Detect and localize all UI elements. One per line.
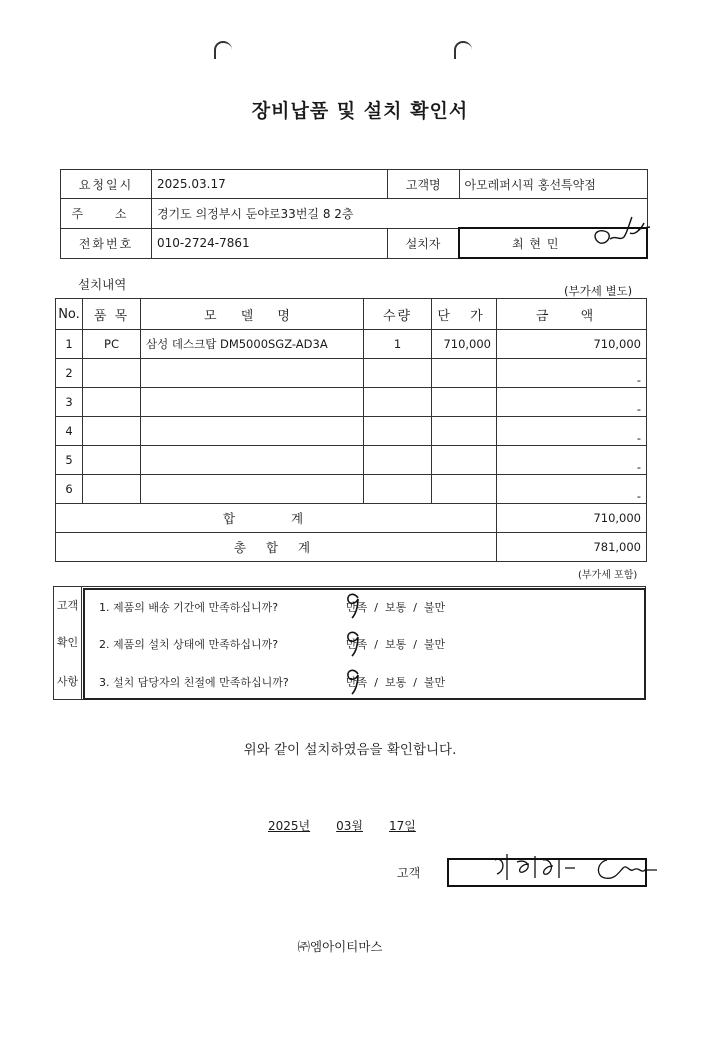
punch-hole-left xyxy=(214,41,232,59)
row-no: 6 xyxy=(56,475,83,504)
items-header-row xyxy=(56,299,647,330)
installer-cell xyxy=(459,228,647,258)
customer-name-label: 고객명 xyxy=(388,170,460,199)
header-item: 품 목 xyxy=(83,299,141,330)
date-year: 2025년 xyxy=(268,819,311,833)
satisfied-check-mark xyxy=(344,590,362,620)
satisfied-check-mark xyxy=(344,628,362,658)
row-amount: - xyxy=(497,475,647,504)
row-item xyxy=(83,359,141,388)
document-title: 장비납품 및 설치 확인서 xyxy=(251,100,469,122)
address-label xyxy=(61,199,152,229)
items-table xyxy=(55,298,647,562)
header-model: 모 델 명 xyxy=(141,299,364,330)
survey-side-label: 고객 xyxy=(56,599,79,612)
confirmation-text: 위와 같이 설치하였음을 확인합니다. xyxy=(243,742,457,758)
table-row xyxy=(56,359,647,388)
row-item xyxy=(83,475,141,504)
punch-hole-right xyxy=(454,41,472,59)
installer-label: 설치자 xyxy=(388,228,460,258)
address-label-text: 주 소 xyxy=(71,206,141,221)
header-price: 단 가 xyxy=(432,299,497,330)
survey-options-2: 만족 / 보통 / 불만 xyxy=(346,638,446,651)
survey-question-3: 3. 설치 담당자의 친절에 만족하십니까? xyxy=(99,676,289,689)
survey-options-3: 만족 / 보통 / 불만 xyxy=(346,676,446,689)
row-amount: - xyxy=(497,388,647,417)
survey-side-label: 사항 xyxy=(56,675,79,688)
request-date-value: 2025.03.17 xyxy=(152,170,388,199)
row-qty: 1 xyxy=(364,330,432,359)
row-price xyxy=(432,417,497,446)
request-date-label: 요청일시 xyxy=(61,170,152,199)
total-label: 총 합 계 xyxy=(56,533,497,562)
row-model xyxy=(141,417,364,446)
row-item xyxy=(83,417,141,446)
table-row xyxy=(56,388,647,417)
row-no: 3 xyxy=(56,388,83,417)
row-price xyxy=(432,446,497,475)
subtotal-value: 710,000 xyxy=(497,504,647,533)
row-model: 삼성 데스크탑 DM5000SGZ-AD3A xyxy=(141,330,364,359)
row-model xyxy=(141,475,364,504)
customer-name-value: 아모레퍼시픽 홍선특약점 xyxy=(459,170,647,199)
row-model xyxy=(141,446,364,475)
address-value: 경기도 의정부시 둔야로33번길 8 2층 xyxy=(152,199,648,229)
header-amount: 금 액 xyxy=(497,299,647,330)
header-qty: 수량 xyxy=(364,299,432,330)
survey-question-1: 1. 제품의 배송 기간에 만족하십니까? xyxy=(99,601,279,614)
vat-excluded-note: (부가세 별도) xyxy=(564,284,633,298)
survey-side-label: 확인 xyxy=(56,636,79,649)
confirmation-date xyxy=(268,817,416,834)
date-day: 17일 xyxy=(389,819,416,833)
row-qty xyxy=(364,446,432,475)
info-table xyxy=(60,169,648,259)
installer-signature xyxy=(590,213,660,253)
survey-question-2: 2. 제품의 설치 상태에 만족하십니까? xyxy=(99,638,279,651)
survey-options-1: 만족 / 보통 / 불만 xyxy=(346,601,446,614)
row-no: 4 xyxy=(56,417,83,446)
row-price xyxy=(432,475,497,504)
phone-label: 전화번호 xyxy=(61,228,152,258)
table-row xyxy=(56,330,647,359)
customer-signature-box xyxy=(447,858,647,887)
customer-sign-label: 고객 xyxy=(397,866,421,880)
install-section-label: 설치내역 xyxy=(78,277,127,292)
table-row xyxy=(56,446,647,475)
row-no: 2 xyxy=(56,359,83,388)
customer-survey xyxy=(53,586,646,700)
row-item xyxy=(83,446,141,475)
total-value: 781,000 xyxy=(497,533,647,562)
vat-included-note: (부가세 포함) xyxy=(578,570,638,581)
row-model xyxy=(141,388,364,417)
row-qty xyxy=(364,475,432,504)
row-qty xyxy=(364,359,432,388)
table-row xyxy=(56,475,647,504)
date-month: 03월 xyxy=(336,819,364,833)
subtotal-label: 합 계 xyxy=(56,504,497,533)
satisfied-check-mark xyxy=(344,666,362,696)
row-price: 710,000 xyxy=(432,330,497,359)
row-qty xyxy=(364,388,432,417)
total-row xyxy=(56,533,647,562)
row-amount: - xyxy=(497,359,647,388)
customer-signature xyxy=(489,850,709,890)
row-amount: 710,000 xyxy=(497,330,647,359)
row-item xyxy=(83,388,141,417)
row-price xyxy=(432,388,497,417)
phone-value: 010-2724-7861 xyxy=(152,228,388,258)
installer-name: 최 현 민 xyxy=(512,237,560,251)
row-amount: - xyxy=(497,446,647,475)
row-no: 5 xyxy=(56,446,83,475)
header-no: No. xyxy=(56,299,83,330)
row-qty xyxy=(364,417,432,446)
table-row xyxy=(56,417,647,446)
row-amount: - xyxy=(497,417,647,446)
row-no: 1 xyxy=(56,330,83,359)
survey-questions-box xyxy=(83,588,646,700)
survey-side-labels xyxy=(54,587,82,699)
row-item: PC xyxy=(83,330,141,359)
subtotal-row xyxy=(56,504,647,533)
company-name: ㈜엠아이티마스 xyxy=(297,939,383,954)
row-price xyxy=(432,359,497,388)
row-model xyxy=(141,359,364,388)
